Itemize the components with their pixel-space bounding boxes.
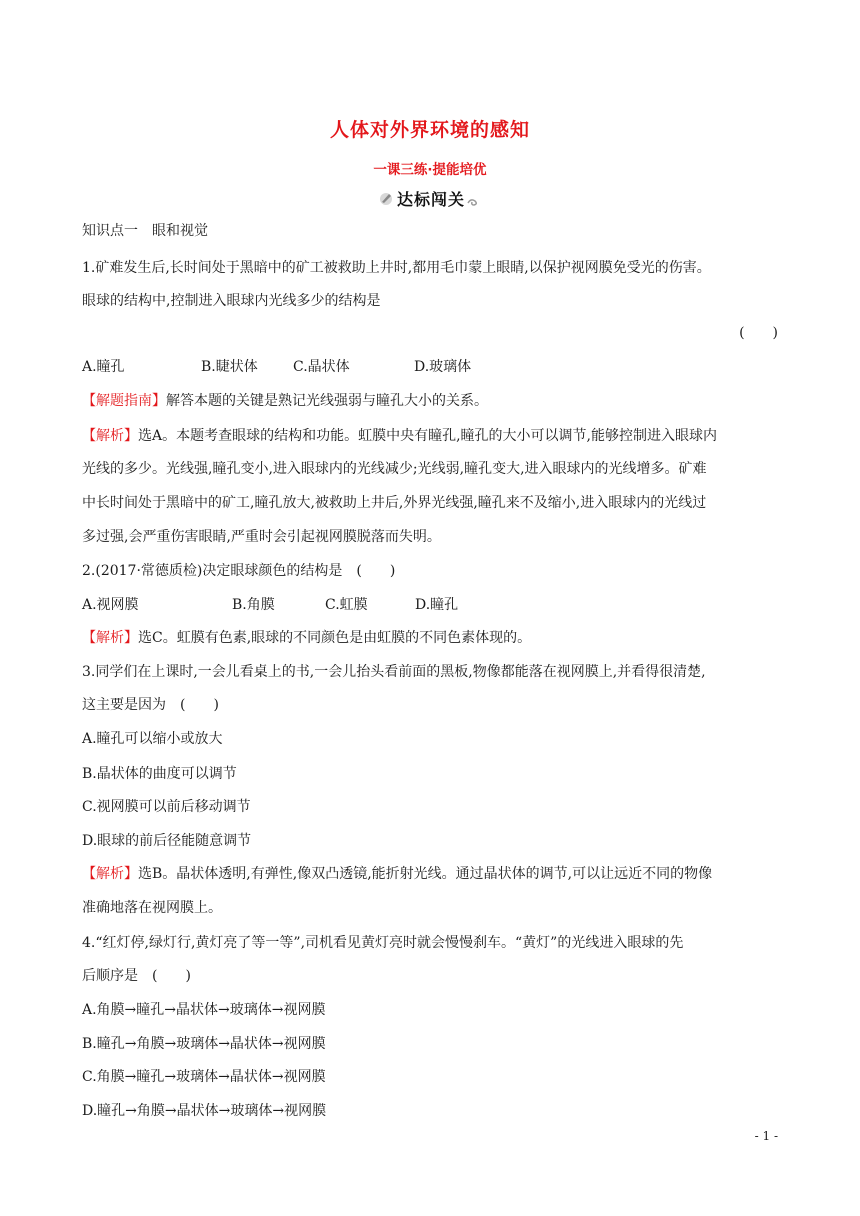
q2-option-b: B.角膜 (232, 597, 275, 613)
q3-option-d: D.眼球的前后径能随意调节 (82, 833, 252, 849)
q2-analysis (82, 628, 531, 648)
q3-option-b: B.晶状体的曲度可以调节 (82, 766, 237, 782)
q3-stem-line2: 这主要是因为 ( ) (82, 697, 219, 713)
guide-text: 解答本题的关键是熟记光线强弱与瞳孔大小的关系。 (166, 393, 488, 409)
q3-stem-line1: 3.同学们在上课时,一会儿看桌上的书,一会儿抬头看前面的黑板,物像都能落在视网膜上,并看得很清楚, (82, 664, 706, 680)
pen-icon (378, 190, 394, 206)
q4-option-b: B.瞳孔→角膜→玻璃体→晶状体→视网膜 (82, 1036, 326, 1052)
q2-option-d: D.瞳孔 (415, 597, 459, 613)
q1-option-b: B.睫状体 (201, 359, 258, 375)
q4-option-c: C.角膜→瞳孔→玻璃体→晶状体→视网膜 (82, 1069, 326, 1085)
q3-option-a: A.瞳孔可以缩小或放大 (82, 731, 223, 747)
page-number: - 1 - (754, 1129, 778, 1143)
q2-option-a: A.视网膜 (82, 597, 139, 613)
q3-analysis-line1 (82, 864, 712, 884)
q2-stem: 2.(2017·常德质检)决定眼球颜色的结构是 ( ) (82, 563, 396, 579)
q1-stem-line1: 1.矿难发生后,长时间处于黑暗中的矿工被救助上井时,都用毛巾蒙上眼睛,以保护视网膜免受光的伤害。 (82, 260, 711, 276)
analysis-text: 选B。晶状体透明,有弹性,像双凸透镜,能折射光线。通过晶状体的调节,可以让远近不同的物像 (138, 866, 713, 882)
page-title: 人体对外界环境的感知 (329, 119, 530, 141)
swirl-icon (466, 197, 480, 207)
q3-analysis-line2: 准确地落在视网膜上。 (82, 900, 222, 916)
q1-answer-bracket: ( ) (739, 325, 778, 341)
q4-option-d: D.瞳孔→角膜→晶状体→玻璃体→视网膜 (82, 1103, 327, 1119)
q3-option-c: C.视网膜可以前后移动调节 (82, 799, 251, 815)
q1-option-d: D.玻璃体 (414, 359, 472, 375)
guide-tag: 【解题指南】 (82, 393, 166, 409)
analysis-tag: 【解析】 (82, 866, 138, 882)
q1-analysis-line1 (82, 426, 717, 446)
q1-analysis-line2: 光线的多少。光线强,瞳孔变小,进入眼球内的光线减少;光线弱,瞳孔变大,进入眼球内的光线增多。矿难 (82, 461, 707, 477)
q4-stem-line1: 4.“红灯停,绿灯行,黄灯亮了等一等”,司机看见黄灯亮时就会慢慢刹车。“黄灯”的光线进入眼球的先 (82, 935, 684, 951)
q1-analysis-line3: 中长时间处于黑暗中的矿工,瞳孔放大,被救助上井后,外界光线强,瞳孔来不及缩小,进入眼球内的光线过 (82, 495, 707, 511)
q1-stem-line2: 眼球的结构中,控制进入眼球内光线多少的结构是 (82, 293, 381, 309)
badge-label: 达标闯关 (397, 189, 466, 209)
q1-analysis-line4: 多过强,会严重伤害眼睛,严重时会引起视网膜脱落而失明。 (82, 529, 441, 545)
q1-option-a: A.瞳孔 (82, 359, 125, 375)
q1-guide (82, 391, 488, 411)
page-subtitle: 一课三练·提能培优 (373, 162, 487, 178)
analysis-text: 选C。虹膜有色素,眼球的不同颜色是由虹膜的不同色素体现的。 (138, 630, 532, 646)
q1-option-c: C.晶状体 (293, 359, 350, 375)
analysis-tag: 【解析】 (82, 428, 138, 444)
analysis-text: 选A。本题考查眼球的结构和功能。虹膜中央有瞳孔,瞳孔的大小可以调节,能够控制进入眼球内 (138, 428, 718, 444)
section-heading: 知识点一 眼和视觉 (82, 223, 208, 239)
q4-stem-line2: 后顺序是 ( ) (82, 968, 191, 984)
analysis-tag: 【解析】 (82, 630, 138, 646)
q4-option-a: A.角膜→瞳孔→晶状体→玻璃体→视网膜 (82, 1002, 326, 1018)
q2-option-c: C.虹膜 (325, 597, 368, 613)
section-badge (378, 186, 480, 210)
